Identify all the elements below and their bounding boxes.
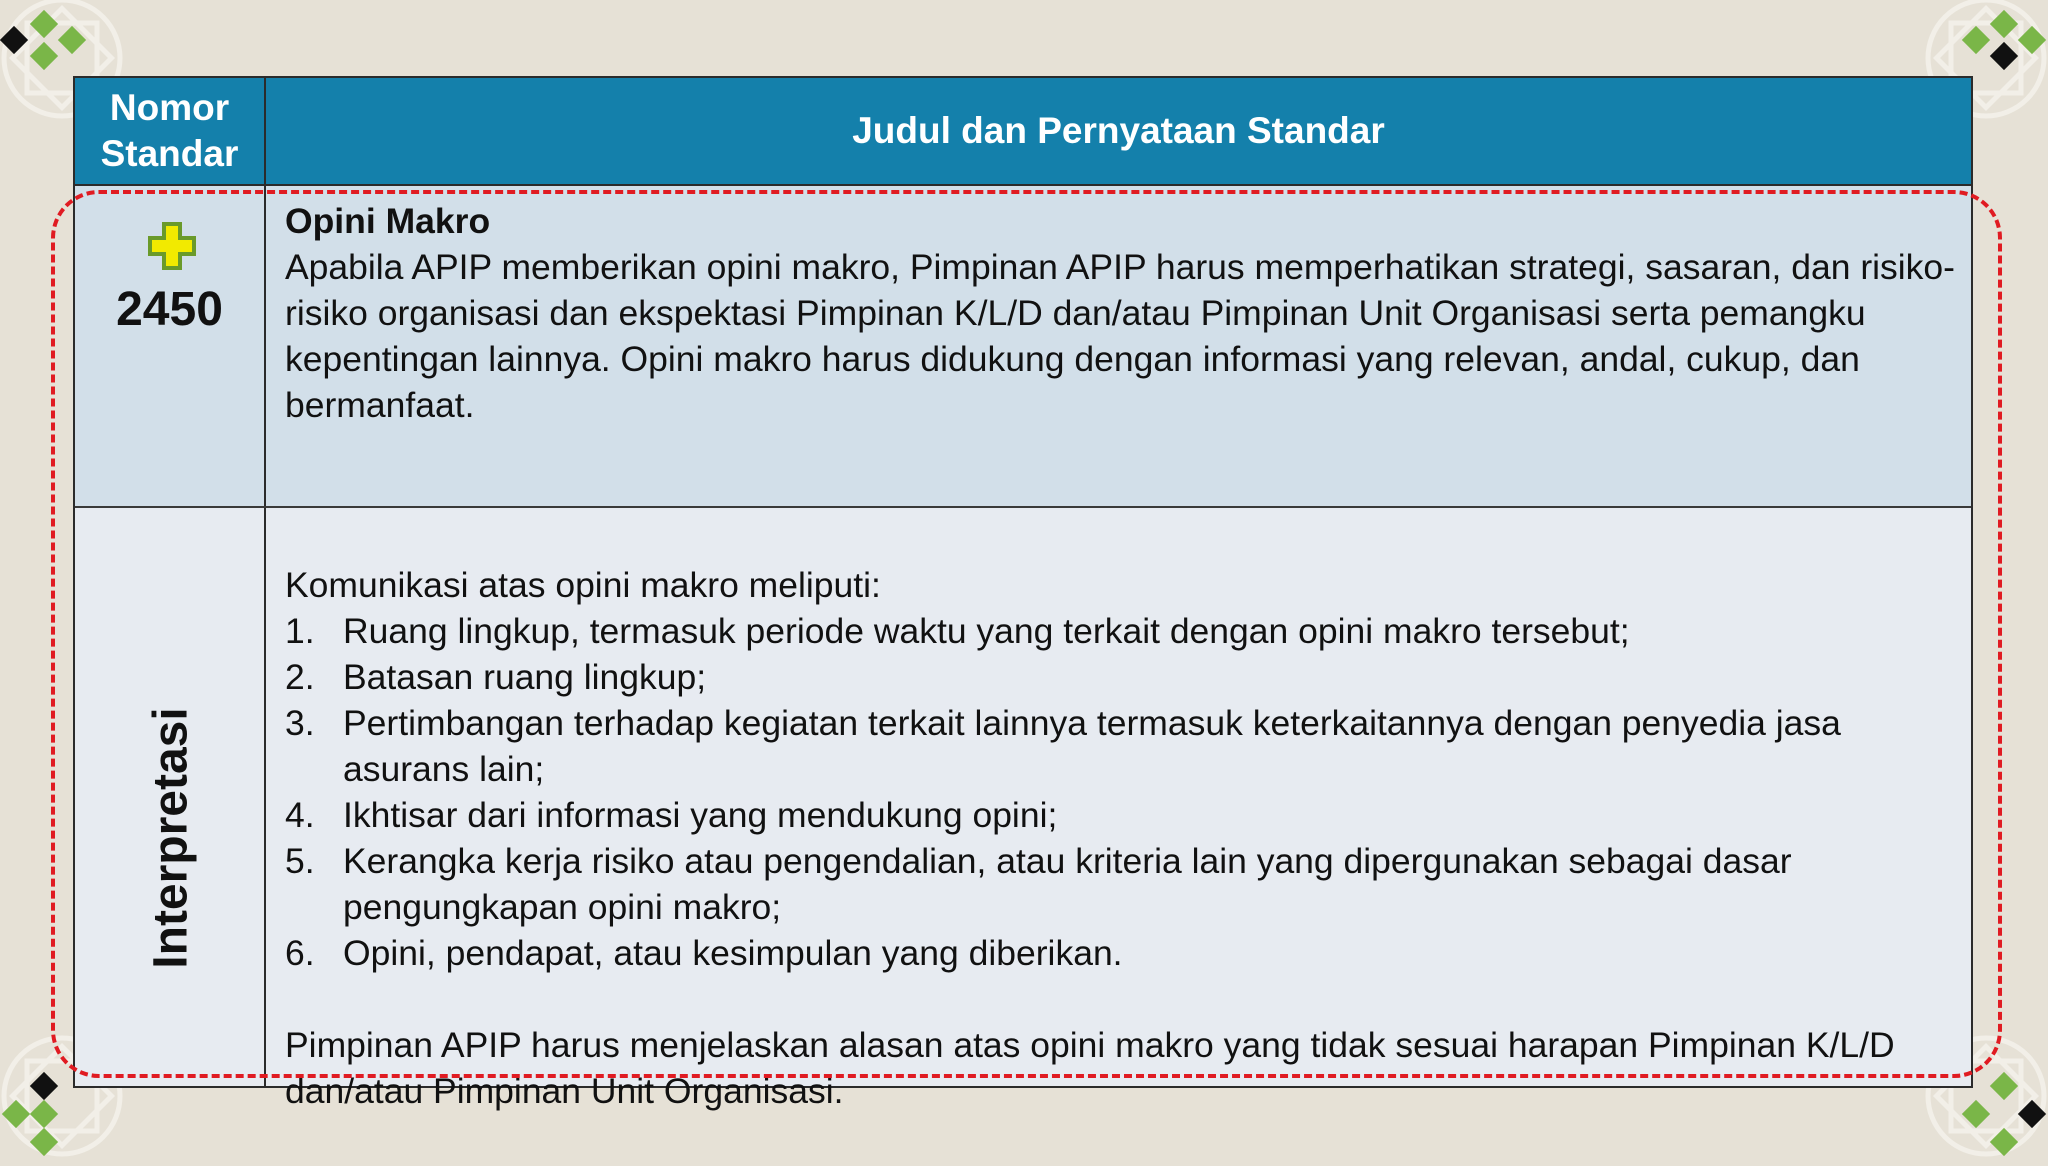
list-item [285, 700, 1957, 792]
list-item-number: 2. [285, 657, 315, 697]
standard-statement-cell [285, 198, 1957, 428]
list-item-number: 4. [285, 795, 315, 835]
list-item [285, 838, 1957, 930]
list-item-text: Ruang lingkup, termasuk periode waktu yang terkait dengan opini makro tersebut; [343, 611, 1630, 651]
list-item-number: 1. [285, 611, 315, 651]
list-item-text: Batasan ruang lingkup; [343, 657, 707, 697]
header-standard-title: Judul dan Pernyataan Standar [852, 110, 1385, 151]
standard-row [75, 186, 1971, 508]
header-standard-number: Nomor Standar [75, 78, 266, 184]
interpretation-closing: Pimpinan APIP harus menjelaskan alasan atas opini makro yang tidak sesuai harapan Pimpinan K/L/D dan/atau Pimpinan Unit Organisasi. [285, 1025, 1895, 1111]
standard-title: Opini Makro [285, 201, 491, 241]
list-item [285, 654, 1957, 700]
list-item [285, 608, 1957, 654]
plus-icon [146, 220, 198, 272]
interpretation-intro: Komunikasi atas opini makro meliputi: [285, 565, 881, 605]
spacer [285, 976, 1957, 1022]
standard-table [73, 76, 1973, 1111]
interpretation-label: Interpretasi [144, 707, 198, 969]
list-item-text: Kerangka kerja risiko atau pengendalian, atau kriteria lain yang dipergunakan sebagai dasar pengungkapan opini makro; [343, 841, 1792, 927]
list-item-number: 3. [285, 703, 315, 743]
list-item-text: Pertimbangan terhadap kegiatan terkait lainnya termasuk keterkaitannya dengan penyedia jasa asurans lain; [343, 703, 1841, 789]
standard-statement: Apabila APIP memberikan opini makro, Pimpinan APIP harus memperhatikan strategi, sasaran, dan risiko-risiko organisasi dan ekspektasi Pimpinan K/L/D dan/atau Pimpinan Unit Organisasi serta pemangku kepentingan lainnya. Opini makro harus didukung dengan informasi yang relevan, andal, cukup, dan bermanfaat. [285, 247, 1955, 425]
list-item [285, 792, 1957, 838]
standard-number-cell [75, 186, 266, 506]
interpretation-label-cell [75, 508, 266, 1086]
list-item [285, 930, 1957, 976]
list-item-number: 6. [285, 933, 315, 973]
interpretation-text-cell [285, 562, 1957, 1114]
interpretation-list [285, 608, 1957, 976]
standard-number: 2450 [116, 283, 223, 336]
list-item-text: Ikhtisar dari informasi yang mendukung opini; [343, 795, 1058, 835]
table-header [75, 78, 1971, 186]
list-item-text: Opini, pendapat, atau kesimpulan yang diberikan. [343, 933, 1123, 973]
list-item-number: 5. [285, 841, 315, 881]
interpretation-row [75, 508, 1971, 1111]
